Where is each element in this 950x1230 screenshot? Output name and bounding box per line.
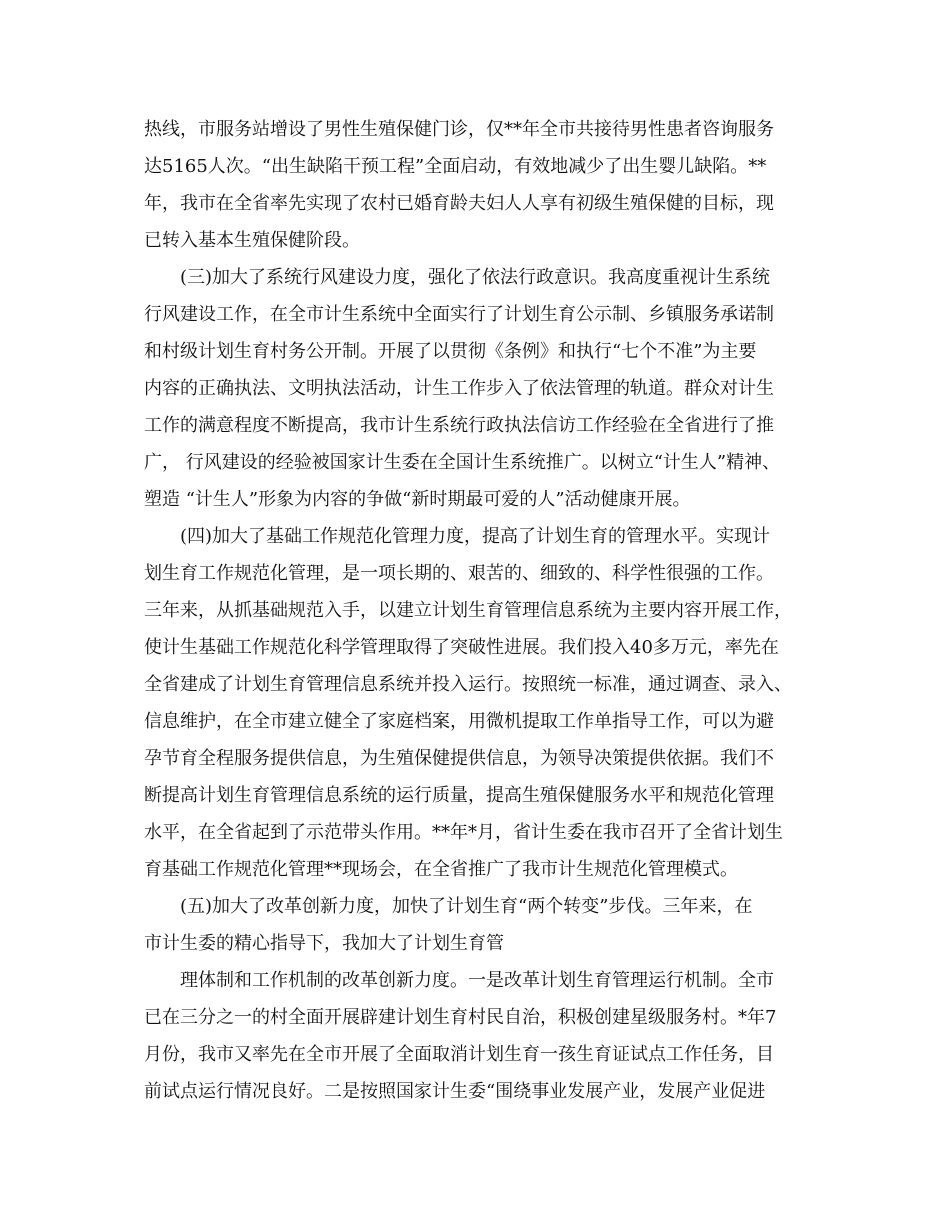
text-line: 广， 行风建设的经验被国家计生委在全国计生系统推广。以树立“计生人”精神、 [144,452,781,473]
text-line: 市计生委的精心指导下，我加大了计划生育管 [144,933,504,954]
text-line: 工作的满意程度不断提高，我市计生系统行政执法信访工作经验在全省进行了推 [144,415,774,436]
text-line: 孕节育全程服务提供信息，为生殖保健提供信息，为领导决策提供依据。我们不 [144,748,774,769]
text-line: 育基础工作规范化管理**现场会，在全省推广了我市计生规范化管理模式。 [144,859,738,880]
text-line: 前试点运行情况良好。二是按照国家计生委“围绕事业发展产业，发展产业促进 [144,1081,766,1102]
text-line: 已转入基本生殖保健阶段。 [144,230,360,251]
text-line: 已在三分之一的村全面开展辟建计划生育村民自治，积极创建星级服务村。*年7 [144,1007,777,1028]
text-line: 使计生基础工作规范化科学管理取得了突破性进展。我们投入40多万元，率先在 [144,637,779,658]
text-line: 和村级计划生育村务公开制。开展了以贯彻《条例》和执行“七个不准”为主要 [144,341,757,362]
text-line: 划生育工作规范化管理，是一项长期的、艰苦的、细致的、科学性很强的工作。 [144,563,774,584]
text-line: 塑造 “计生人”形象为内容的争做“新时期最可爱的人”活动健康开展。 [144,489,691,510]
text-line: 理体制和工作机制的改革创新力度。一是改革计划生育管理运行机制。全市 [180,970,774,991]
text-line: 达5165人次。“出生缺陷干预工程”全面启动，有效地减少了出生婴儿缺陷。** [144,156,767,177]
text-line: 水平，在全省起到了示范带头作用。**年*月，省计生委在我市召开了全省计划生 [144,822,783,843]
text-line: 内容的正确执法、文明执法活动，计生工作步入了依法管理的轨道。群众对计生 [144,378,774,399]
text-line: 年，我市在全省率先实现了农村已婚育龄夫妇人人享有初级生殖保健的目标，现 [144,193,774,214]
paragraph-heading-5: (五)加大了改革创新力度，加快了计划生育“两个转变”步伐。三年来，在 [180,896,753,917]
text-line: 月份，我市又率先在全市开展了全面取消计划生育一孩生育证试点工作任务，目 [144,1044,774,1065]
text-line: 断提高计划生育管理信息系统的运行质量，提高生殖保健服务水平和规范化管理 [144,785,774,806]
text-line: 热线，市服务站增设了男性生殖保健门诊，仅**年全市共接待男性患者咨询服务 [144,119,774,140]
text-line: 三年来，从抓基础规范入手，以建立计划生育管理信息系统为主要内容开展工作， [144,600,792,621]
paragraph-heading-3: (三)加大了系统行风建设力度，强化了依法行政意识。我高度重视计生系统 [180,267,771,288]
text-line: 全省建成了计划生育管理信息系统并投入运行。按照统一标准，通过调查、录入、 [144,674,792,695]
text-line: 信息维护，在全市建立健全了家庭档案，用微机提取工作单指导工作，可以为避 [144,711,774,732]
text-line: 行风建设工作，在全市计生系统中全面实行了计划生育公示制、乡镇服务承诺制 [144,304,774,325]
paragraph-heading-4: (四)加大了基础工作规范化管理力度，提高了计划生育的管理水平。实现计 [180,526,771,547]
